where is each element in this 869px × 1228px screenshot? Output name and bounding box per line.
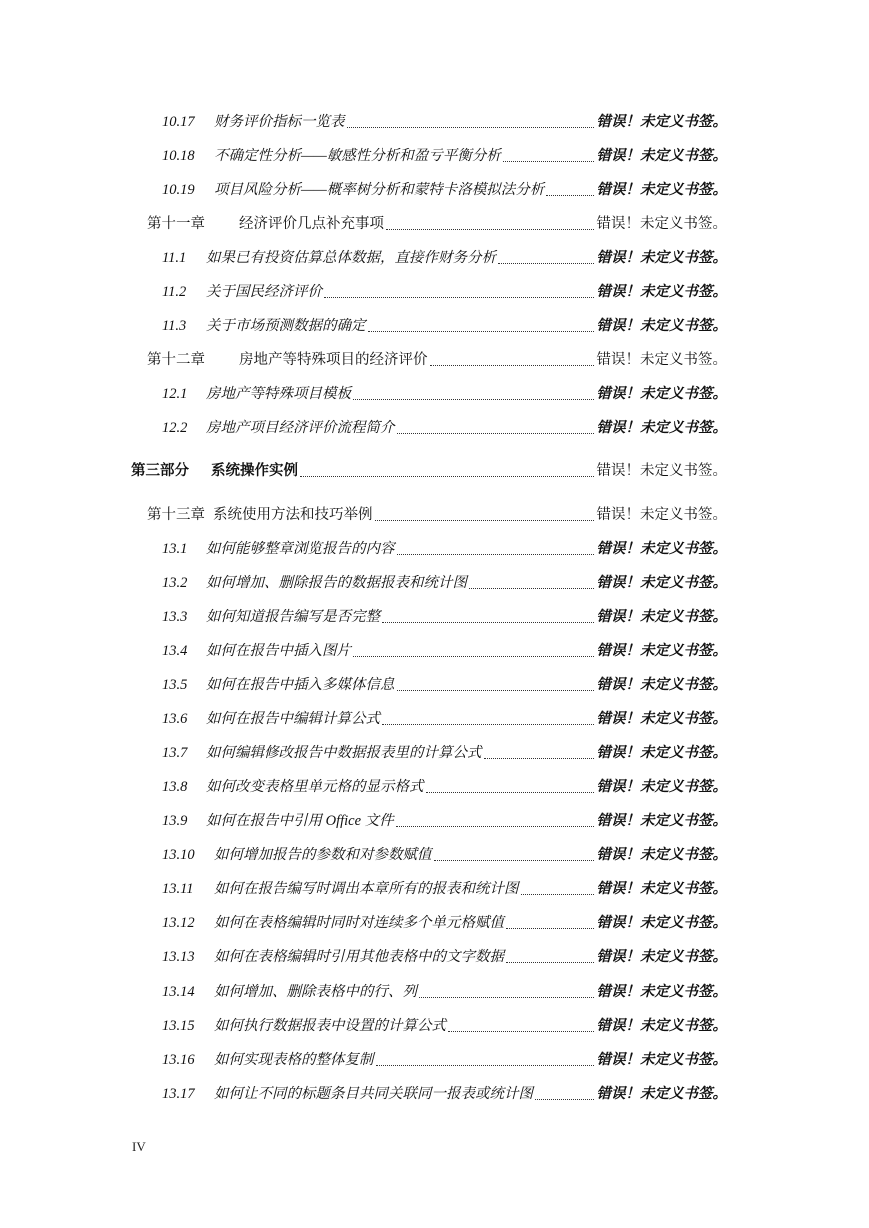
toc-title: 房地产等特殊项目的经济评价 (239, 352, 428, 368)
toc-entry-chapter-12[interactable] (147, 350, 727, 370)
toc-leader-dots (382, 723, 594, 725)
toc-number: 12.2 (162, 420, 188, 436)
toc-title: 如何在报告中插入多媒体信息 (206, 677, 395, 693)
toc-leader-dots (469, 587, 594, 589)
toc-title: 如何增加、删除表格中的行、列 (214, 984, 417, 1000)
toc-leader-dots (353, 655, 594, 657)
toc-entry-13-16[interactable] (162, 1050, 727, 1070)
toc-number: 13.15 (162, 1018, 195, 1034)
toc-entry-11-1[interactable] (162, 248, 727, 268)
toc-title: 如何增加、删除报告的数据报表和统计图 (206, 575, 467, 591)
toc-page-ref: 错误！未定义书签。 (596, 643, 727, 659)
toc-leader-dots (498, 262, 594, 264)
toc-page-ref: 错误！未定义书签。 (596, 609, 727, 625)
toc-number: 第十二章 (147, 352, 205, 368)
toc-page-ref: 错误！未定义书签。 (596, 575, 727, 591)
toc-page-ref: 错误！未定义书签。 (596, 813, 727, 829)
toc-title: 如何增加报告的参数和对参数赋值 (214, 847, 432, 863)
toc-number: 13.14 (162, 984, 195, 1000)
toc-title: 项目风险分析——概率树分析和蒙特卡洛模拟法分析 (214, 182, 545, 198)
toc-entry-10-18[interactable] (162, 146, 727, 166)
toc-entry-13-3[interactable] (162, 607, 727, 627)
toc-entry-13-10[interactable] (162, 845, 727, 865)
toc-leader-dots (397, 553, 594, 555)
toc-page-ref: 错误！未定义书签。 (596, 182, 727, 198)
toc-page-ref: 错误！未定义书签。 (596, 984, 727, 1000)
toc-leader-dots (426, 791, 594, 793)
toc-page-ref: 错误！未定义书签。 (596, 1052, 727, 1068)
toc-entry-part-3[interactable] (131, 461, 727, 481)
toc-leader-dots (535, 1098, 594, 1100)
toc-title: 系统使用方法和技巧举例 (213, 507, 373, 523)
toc-entry-13-13[interactable] (162, 947, 727, 967)
toc-title: 如何在表格编辑时同时对连续多个单元格赋值 (214, 915, 504, 931)
toc-entry-13-8[interactable] (162, 777, 727, 797)
toc-title: 如何知道报告编写是否完整 (206, 609, 380, 625)
toc-page-ref: 错误！未定义书签。 (596, 745, 727, 761)
toc-page-ref: 错误！未定义书签。 (596, 1018, 727, 1034)
toc-entry-13-1[interactable] (162, 539, 727, 559)
toc-number: 13.4 (162, 643, 188, 659)
toc-title: 如何让不同的标题条目共同关联同一报表或统计图 (214, 1086, 533, 1102)
toc-entry-11-2[interactable] (162, 282, 727, 302)
toc-leader-dots (506, 961, 594, 963)
toc-leader-dots (386, 228, 594, 230)
toc-leader-dots (324, 296, 594, 298)
toc-entry-12-2[interactable] (162, 418, 727, 438)
toc-leader-dots (368, 330, 594, 332)
toc-entry-13-12[interactable] (162, 913, 727, 933)
toc-leader-dots (430, 364, 594, 366)
toc-leader-dots (506, 927, 594, 929)
toc-title: 如何在报告中引用 Office 文件 (206, 813, 394, 829)
toc-number: 第三部分 (131, 463, 189, 479)
toc-leader-dots (396, 825, 594, 827)
toc-entry-13-7[interactable] (162, 743, 727, 763)
toc-leader-dots (375, 519, 594, 521)
toc-leader-dots (397, 689, 594, 691)
toc-entry-11-3[interactable] (162, 316, 727, 336)
toc-number: 第十三章 (147, 507, 205, 523)
toc-leader-dots (347, 126, 594, 128)
toc-leader-dots (448, 1030, 594, 1032)
toc-number: 13.7 (162, 745, 188, 761)
toc-page-ref: 错误！未定义书签。 (596, 386, 727, 402)
toc-title: 如何在报告编写时调出本章所有的报表和统计图 (214, 881, 519, 897)
toc-number: 12.1 (162, 386, 188, 402)
toc-leader-dots (484, 757, 594, 759)
toc-page-ref: 错误！未定义书签。 (596, 216, 727, 232)
toc-title: 如何在报告中插入图片 (206, 643, 351, 659)
toc-entry-13-4[interactable] (162, 641, 727, 661)
toc-title: 关于国民经济评价 (206, 284, 322, 300)
toc-number: 第十一章 (147, 216, 205, 232)
toc-title: 房地产项目经济评价流程简介 (206, 420, 395, 436)
toc-number: 10.19 (162, 182, 195, 198)
toc-title: 如何改变表格里单元格的显示格式 (206, 779, 424, 795)
toc-page-ref: 错误！未定义书签。 (596, 881, 727, 897)
toc-title: 如果已有投资估算总体数据，直接作财务分析 (206, 250, 496, 266)
toc-page-ref: 错误！未定义书签。 (596, 541, 727, 557)
toc-leader-dots (300, 475, 594, 477)
toc-entry-10-19[interactable] (162, 180, 727, 200)
toc-leader-dots (546, 194, 593, 196)
toc-title: 如何实现表格的整体复制 (214, 1052, 374, 1068)
toc-entry-13-15[interactable] (162, 1016, 727, 1036)
toc-leader-dots (397, 432, 594, 434)
toc-entry-13-2[interactable] (162, 573, 727, 593)
toc-page-ref: 错误！未定义书签。 (596, 148, 727, 164)
toc-page-ref: 错误！未定义书签。 (596, 779, 727, 795)
toc-entry-10-17[interactable] (162, 112, 727, 132)
toc-leader-dots (503, 160, 594, 162)
toc-entry-13-6[interactable] (162, 709, 727, 729)
toc-number: 13.12 (162, 915, 195, 931)
toc-title: 关于市场预测数据的确定 (206, 318, 366, 334)
toc-page-ref: 错误！未定义书签。 (596, 114, 727, 130)
toc-page-ref: 错误！未定义书签。 (596, 352, 727, 368)
toc-number: 13.16 (162, 1052, 195, 1068)
toc-title: 房地产等特殊项目模板 (206, 386, 351, 402)
toc-number: 11.2 (162, 284, 187, 300)
toc-page-ref: 错误！未定义书签。 (596, 847, 727, 863)
toc-title: 如何在表格编辑时引用其他表格中的文字数据 (214, 949, 504, 965)
toc-title: 系统操作实例 (211, 463, 298, 479)
toc-number: 13.8 (162, 779, 188, 795)
toc-page-ref: 错误！未定义书签。 (596, 711, 727, 727)
toc-page-ref: 错误！未定义书签。 (596, 949, 727, 965)
toc-number: 13.9 (162, 813, 188, 829)
toc-number: 13.17 (162, 1086, 195, 1102)
toc-title: 如何能够整章浏览报告的内容 (206, 541, 395, 557)
toc-leader-dots (521, 893, 594, 895)
toc-leader-dots (353, 398, 594, 400)
toc-page-ref: 错误！未定义书签。 (596, 915, 727, 931)
toc-page-ref: 错误！未定义书签。 (596, 250, 727, 266)
toc-number: 13.6 (162, 711, 188, 727)
toc-page-ref: 错误！未定义书签。 (596, 463, 727, 479)
toc-page-ref: 错误！未定义书签。 (596, 284, 727, 300)
toc-number: 13.3 (162, 609, 188, 625)
toc-page-ref: 错误！未定义书签。 (596, 1086, 727, 1102)
toc-entry-13-14[interactable] (162, 982, 727, 1002)
toc-title: 如何执行数据报表中设置的计算公式 (214, 1018, 446, 1034)
toc-entry-chapter-11[interactable] (147, 214, 727, 234)
toc-number: 10.18 (162, 148, 195, 164)
toc-number: 10.17 (162, 114, 195, 130)
toc-number: 13.2 (162, 575, 188, 591)
toc-leader-dots (382, 621, 594, 623)
toc-entry-13-5[interactable] (162, 675, 727, 695)
toc-page-ref: 错误！未定义书签。 (596, 318, 727, 334)
toc-number: 11.3 (162, 318, 187, 334)
toc-entry-12-1[interactable] (162, 384, 727, 404)
toc-title: 经济评价几点补充事项 (239, 216, 384, 232)
toc-entry-chapter-13[interactable] (147, 505, 727, 525)
toc-leader-dots (419, 996, 594, 998)
toc-page-ref: 错误！未定义书签。 (596, 507, 727, 523)
toc-title: 如何编辑修改报告中数据报表里的计算公式 (206, 745, 482, 761)
toc-number: 13.13 (162, 949, 195, 965)
toc-number: 13.5 (162, 677, 188, 693)
page-number: IV (132, 1139, 146, 1154)
toc-title: 如何在报告中编辑计算公式 (206, 711, 380, 727)
toc-number: 13.11 (162, 881, 194, 897)
toc-number: 11.1 (162, 250, 187, 266)
toc-entry-13-9[interactable] (162, 811, 727, 831)
toc-page-ref: 错误！未定义书签。 (596, 420, 727, 436)
toc-entry-13-17[interactable] (162, 1084, 727, 1104)
toc-title: 不确定性分析——敏感性分析和盈亏平衡分析 (214, 148, 501, 164)
toc-leader-dots (376, 1064, 594, 1066)
toc-number: 13.1 (162, 541, 188, 557)
toc-title: 财务评价指标一览表 (214, 114, 345, 130)
toc-number: 13.10 (162, 847, 195, 863)
toc-page-ref: 错误！未定义书签。 (596, 677, 727, 693)
toc-leader-dots (434, 859, 594, 861)
toc-entry-13-11[interactable] (162, 879, 727, 899)
